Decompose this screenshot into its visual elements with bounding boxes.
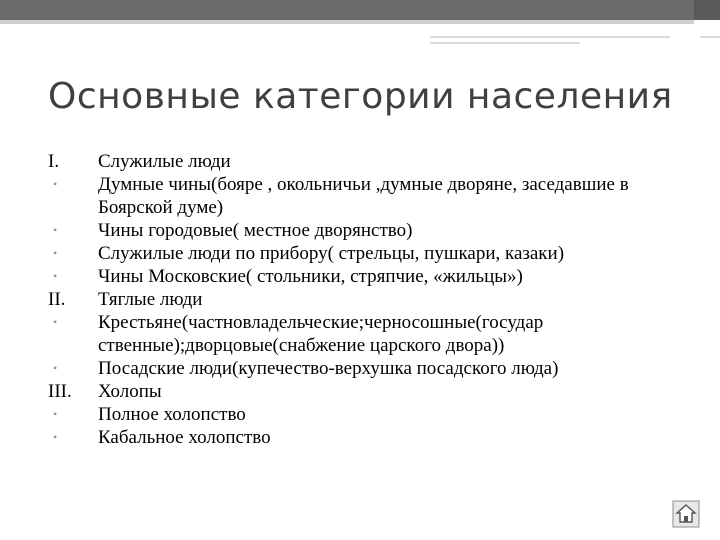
bullet-icon: • [53, 177, 58, 191]
accent-line [430, 42, 580, 44]
list-item [48, 219, 678, 242]
bullet-icon: • [53, 223, 58, 237]
home-icon[interactable] [672, 500, 700, 528]
accent-line [700, 36, 720, 38]
list-marker: II. [48, 289, 66, 310]
list-item-text: Чины городовые( местное дворянство) [98, 220, 413, 241]
content-list [48, 150, 678, 449]
accent-line [430, 36, 670, 38]
list-item [48, 357, 678, 380]
list-item-text: Думные чины(бояре , окольничьи ,думные дворяне, заседавшие в Боярской думе) [98, 174, 629, 218]
list-item [48, 173, 678, 219]
list-item [48, 288, 678, 311]
list-marker: I. [48, 151, 60, 172]
list-item-text: Чины Московские( стольники, стряпчие, «жильцы») [98, 266, 523, 287]
right-strip [694, 20, 720, 540]
bullet-icon: • [53, 246, 58, 260]
list-item [48, 380, 678, 403]
list-item-text: Крестьяне(частновладельческие;черносошные(государ ственные);дворцовые(снабжение царского двора)) [98, 312, 544, 356]
list-item-text: Холопы [98, 381, 162, 402]
list-item-text: Тяглые люди [98, 289, 203, 310]
list-item [48, 150, 678, 173]
bullet-icon: • [53, 315, 58, 329]
top-bar-corner [694, 0, 720, 20]
list-item [48, 426, 678, 449]
slide-title: Основные категории населения [48, 76, 673, 117]
list-item [48, 403, 678, 426]
top-divider [0, 20, 694, 24]
list-marker: III. [48, 381, 72, 402]
list-item-text: Полное холопство [98, 404, 246, 425]
bullet-icon: • [53, 269, 58, 283]
list-item [48, 265, 678, 288]
list-item [48, 311, 678, 357]
list-item-text: Служилые люди по прибору( стрельцы, пушкари, казаки) [98, 243, 565, 264]
bullet-icon: • [53, 430, 58, 444]
bullet-icon: • [53, 407, 58, 421]
bullet-icon: • [53, 361, 58, 375]
list-item [48, 242, 678, 265]
list-item-text: Посадские люди(купечество-верхушка посадского люда) [98, 358, 559, 379]
list-item-text: Кабальное холопство [98, 427, 271, 448]
list-item-text: Служилые люди [98, 151, 231, 172]
top-bar [0, 0, 694, 20]
